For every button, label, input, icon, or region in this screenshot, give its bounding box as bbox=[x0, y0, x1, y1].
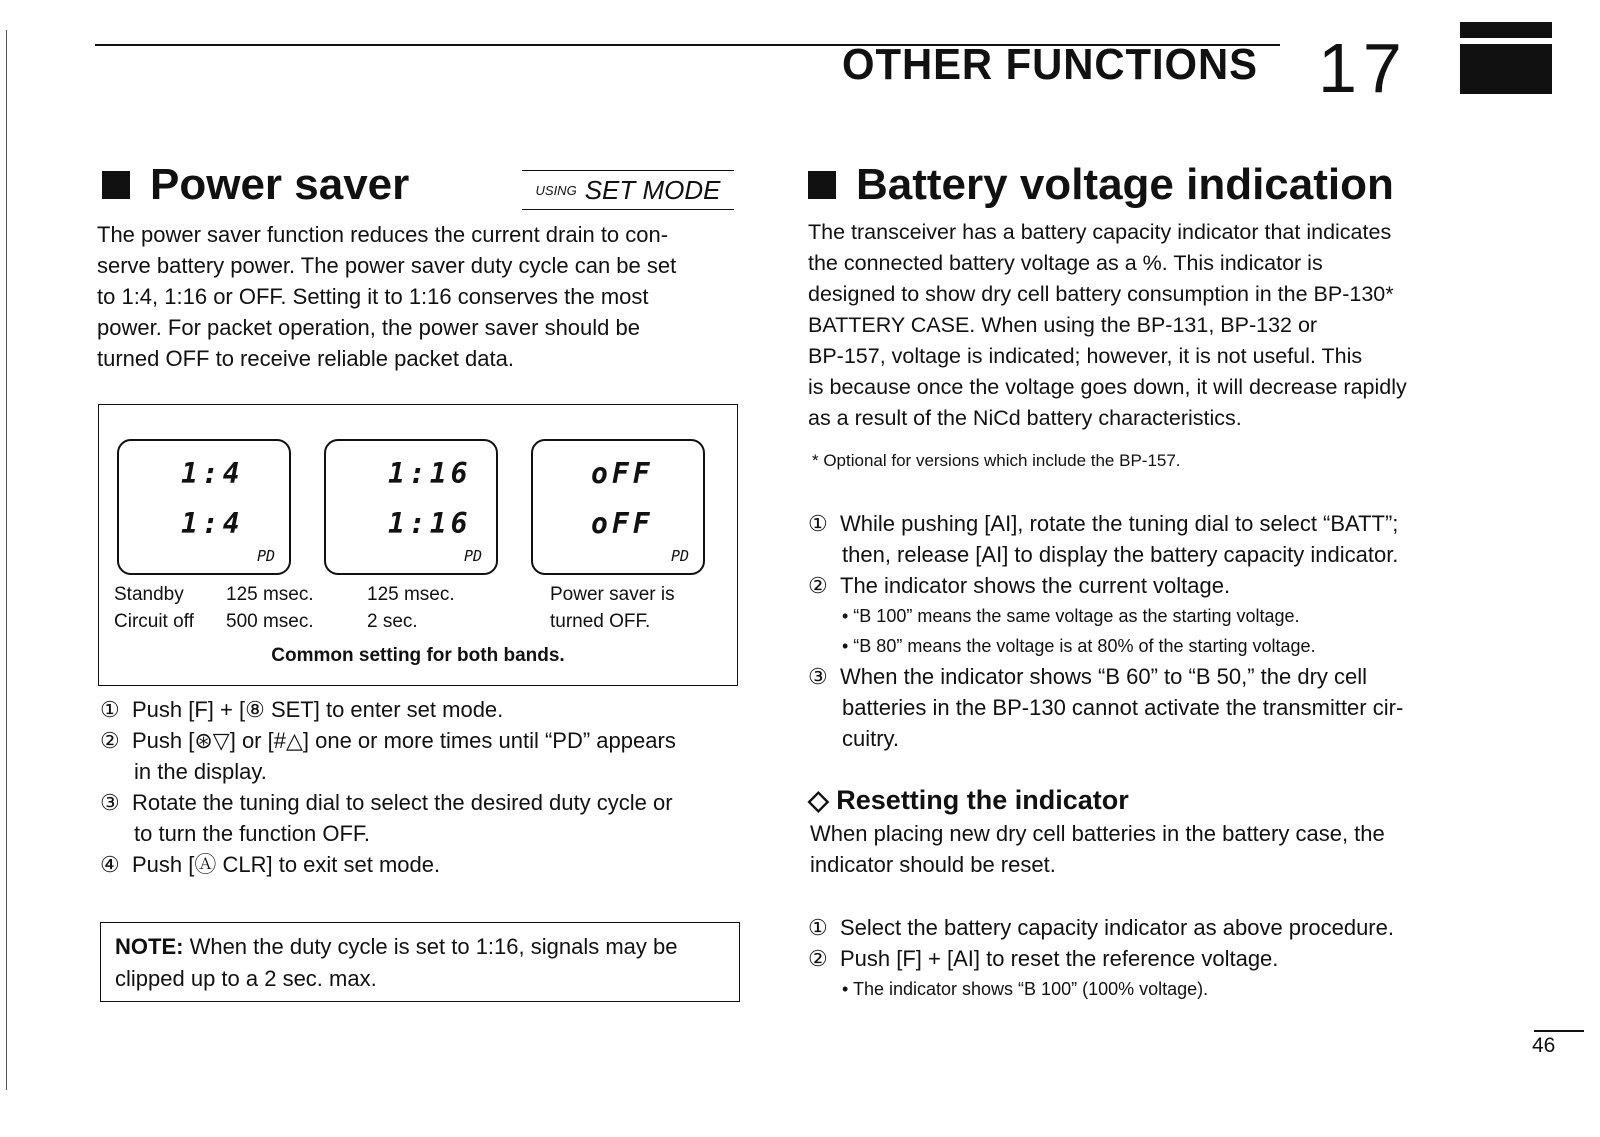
description-line: serve battery power. The power saver duty cycle can be set bbox=[97, 253, 677, 278]
description-line: to 1:4, 1:16 or OFF. Setting it to 1:16 conserves the most bbox=[97, 284, 649, 309]
heading-square-icon bbox=[808, 171, 836, 199]
note-text-line-2: clipped up to a 2 sec. max. bbox=[115, 966, 377, 991]
power-saver-title: Power saver bbox=[150, 160, 410, 209]
lcd-display-1-16 bbox=[324, 439, 498, 575]
step-item bbox=[100, 849, 750, 880]
step-item bbox=[808, 943, 1468, 974]
step-number: ③ bbox=[100, 790, 120, 815]
lcd-line-2: 1:4 bbox=[181, 507, 244, 540]
caption-col-1 bbox=[226, 581, 314, 635]
step-number: ④ bbox=[100, 852, 120, 877]
description-line: designed to show dry cell battery consumption in the BP-130* bbox=[808, 282, 1394, 306]
bullet-item: • “B 80” means the voltage is at 80% of the starting voltage. bbox=[842, 636, 1316, 656]
step-text: The indicator shows the current voltage. bbox=[840, 573, 1231, 598]
description-line: The transceiver has a battery capacity indicator that indicates bbox=[808, 220, 1392, 244]
set-mode-badge bbox=[522, 170, 734, 210]
col1-standby: 125 msec. bbox=[226, 584, 314, 605]
description-line: indicator should be reset. bbox=[810, 852, 1056, 877]
step-number: ② bbox=[808, 946, 828, 971]
step-continuation: batteries in the BP-130 cannot activate the transmitter cir- bbox=[842, 695, 1404, 720]
chapter-number: 17 bbox=[1318, 29, 1408, 107]
step-text: Push [Ⓐ CLR] to exit set mode. bbox=[132, 852, 441, 877]
step-continuation: cuitry. bbox=[842, 726, 900, 751]
description-line: the connected battery voltage as a %. This indicator is bbox=[808, 251, 1323, 275]
battery-steps bbox=[808, 508, 1468, 754]
bullet-item: • “B 100” means the same voltage as the starting voltage. bbox=[842, 606, 1300, 626]
battery-heading bbox=[808, 160, 1394, 210]
col3-line-1: Power saver is bbox=[550, 584, 675, 605]
step-item bbox=[100, 694, 750, 725]
power-saver-figure bbox=[98, 404, 738, 686]
note-box bbox=[100, 922, 740, 1002]
step-text: Push [⊛▽] or [#△] one or more times until “PD” appears bbox=[132, 728, 676, 753]
lcd-pd-indicator: PD bbox=[256, 547, 275, 565]
col2-standby: 125 msec. bbox=[367, 584, 455, 605]
note-label: NOTE: bbox=[115, 934, 184, 959]
lcd-line-1: oFF bbox=[591, 457, 654, 490]
lcd-display-1-4 bbox=[117, 439, 291, 575]
caption-col-3 bbox=[550, 581, 675, 635]
caption-col-2 bbox=[367, 581, 455, 635]
chapter-title: OTHER FUNCTIONS bbox=[842, 40, 1258, 89]
step-continuation: in the display. bbox=[134, 759, 267, 784]
step-continuation: then, release [AI] to display the battery capacity indicator. bbox=[842, 542, 1399, 567]
step-number: ② bbox=[100, 728, 120, 753]
lcd-pd-indicator: PD bbox=[463, 547, 482, 565]
description-line: turned OFF to receive reliable packet data. bbox=[97, 346, 514, 371]
bullet-item: • The indicator shows “B 100” (100% voltage). bbox=[842, 979, 1209, 999]
heading-square-icon bbox=[102, 171, 130, 199]
step-text: When the indicator shows “B 60” to “B 50,” the dry cell bbox=[840, 664, 1368, 689]
step-continuation: to turn the function OFF. bbox=[134, 821, 371, 846]
description-line: BATTERY CASE. When using the BP-131, BP-132 or bbox=[808, 313, 1318, 337]
description-line: BP-157, voltage is indicated; however, it is not useful. This bbox=[808, 344, 1363, 368]
col2-circuit-off: 2 sec. bbox=[367, 611, 418, 632]
col3-line-2: turned OFF. bbox=[550, 611, 651, 632]
step-item bbox=[808, 661, 1468, 692]
standby-label: Standby bbox=[114, 584, 184, 605]
circuit-off-label: Circuit off bbox=[114, 611, 194, 632]
lcd-line-1: 1:16 bbox=[388, 457, 472, 490]
reset-steps bbox=[808, 912, 1468, 1004]
step-item bbox=[808, 912, 1468, 943]
description-line: as a result of the NiCd battery characteristics. bbox=[808, 406, 1242, 430]
page-margin-line bbox=[6, 30, 7, 1090]
reset-description bbox=[810, 818, 1450, 880]
step-text: While pushing [AI], rotate the tuning dial to select “BATT”; bbox=[840, 511, 1399, 536]
page-number: 46 bbox=[1532, 1034, 1556, 1057]
step-number: ② bbox=[808, 573, 828, 598]
caption-labels bbox=[114, 581, 194, 635]
step-text: Push [F] + [AI] to reset the reference voltage. bbox=[840, 946, 1279, 971]
battery-description bbox=[808, 217, 1448, 434]
reset-subheading: ◇ Resetting the indicator bbox=[808, 785, 1129, 815]
description-line: When placing new dry cell batteries in the battery case, the bbox=[810, 821, 1385, 846]
step-number: ③ bbox=[808, 664, 828, 689]
battery-footnote: * Optional for versions which include the BP-157. bbox=[812, 451, 1181, 470]
description-line: is because once the voltage goes down, it will decrease rapidly bbox=[808, 375, 1407, 399]
step-number: ① bbox=[100, 697, 120, 722]
power-saver-heading bbox=[102, 160, 409, 210]
battery-title: Battery voltage indication bbox=[856, 160, 1394, 209]
lcd-line-2: 1:16 bbox=[388, 507, 472, 540]
step-item bbox=[100, 725, 750, 756]
description-line: The power saver function reduces the current drain to con- bbox=[97, 222, 669, 247]
step-item bbox=[808, 508, 1468, 539]
chapter-tab-gap bbox=[1460, 38, 1552, 44]
col1-circuit-off: 500 msec. bbox=[226, 611, 314, 632]
step-text: Select the battery capacity indicator as above procedure. bbox=[840, 915, 1394, 940]
step-text: Rotate the tuning dial to select the desired duty cycle or bbox=[132, 790, 673, 815]
note-text: When the duty cycle is set to 1:16, signals may be bbox=[183, 934, 678, 959]
lcd-line-1: 1:4 bbox=[181, 457, 244, 490]
step-number: ① bbox=[808, 511, 828, 536]
power-saver-steps bbox=[100, 694, 750, 880]
description-line: power. For packet operation, the power saver should be bbox=[97, 315, 640, 340]
step-item bbox=[100, 787, 750, 818]
lcd-line-2: oFF bbox=[591, 507, 654, 540]
figure-caption: Common setting for both bands. bbox=[271, 645, 565, 666]
lcd-display-off bbox=[531, 439, 705, 575]
chapter-tab-marker bbox=[1460, 22, 1552, 94]
step-text: Push [F] + [⑧ SET] to enter set mode. bbox=[132, 697, 504, 722]
page-number-rule bbox=[1534, 1030, 1584, 1032]
step-item bbox=[808, 570, 1468, 601]
step-number: ① bbox=[808, 915, 828, 940]
set-mode-badge-big: SET MODE bbox=[584, 174, 721, 205]
set-mode-badge-small: USING bbox=[535, 182, 577, 198]
power-saver-description bbox=[97, 219, 737, 374]
lcd-pd-indicator: PD bbox=[670, 547, 689, 565]
